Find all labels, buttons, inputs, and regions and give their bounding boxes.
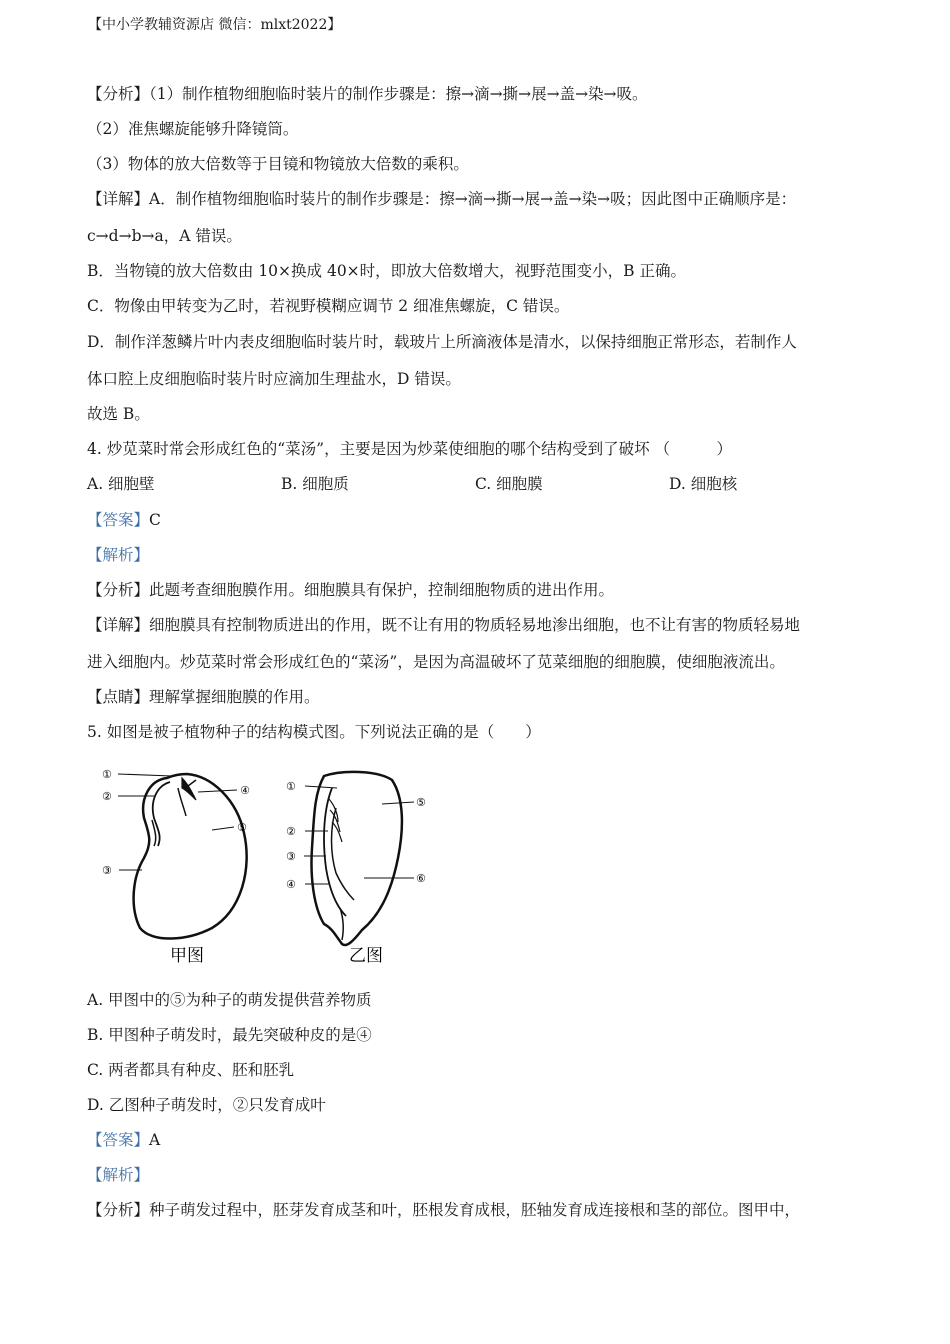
- question-5: 5. 如图是被子植物种子的结构模式图。下列说法正确的是（ ）: [87, 723, 541, 741]
- q4-answer: [87, 508, 161, 530]
- right-label-6: ⑥: [416, 872, 426, 885]
- corn-seed-drawing: [312, 772, 402, 945]
- q5-option-c: C. 两者都具有种皮、胚和胚乳: [87, 1061, 295, 1079]
- analysis-step-order: 【分析】（1）制作植物细胞临时装片的制作步骤是：擦→滴→撕→展→盖→染→吸。: [87, 85, 648, 103]
- q5-option-a: A. 甲图中的⑤为种子的萌发提供营养物质: [87, 991, 372, 1009]
- bean-seed-drawing: [134, 774, 247, 939]
- answer-value: A: [149, 1131, 161, 1149]
- q5-answer: [87, 1128, 160, 1150]
- q5-option-b: B. 甲图种子萌发时，最先突破种皮的是④: [87, 1026, 372, 1044]
- answer-label: 【答案】: [87, 1131, 150, 1149]
- detail-d-2: 体口腔上皮细胞临时装片时应滴加生理盐水，D 错误。: [87, 370, 461, 388]
- q4-option-c: C. 细胞膜: [475, 475, 543, 493]
- detail-b: B．当物镜的放大倍数由 10×换成 40×时，即放大倍数增大，视野范围变小，B 正确。: [87, 262, 686, 280]
- answer-label: 【答案】: [87, 511, 150, 529]
- left-label-5: ⑤: [237, 821, 247, 834]
- detail-a-2: c→d→b→a，A 错误。: [87, 227, 242, 245]
- analysis-magnification: （3）物体的放大倍数等于目镜和物镜放大倍数的乘积。: [87, 155, 469, 173]
- right-label-2: ②: [286, 825, 296, 838]
- analysis-focus-knob: （2）准焦螺旋能够升降镜筒。: [87, 120, 299, 138]
- q5-option-d: D. 乙图种子萌发时，②只发育成叶: [87, 1096, 326, 1114]
- right-caption: 乙图: [349, 946, 383, 966]
- q4-detail-2: 进入细胞内。炒苋菜时常会形成红色的“菜汤”，是因为高温破坏了苋菜细胞的细胞膜，使细胞液流出。: [87, 653, 785, 671]
- left-label-1: ①: [102, 768, 112, 781]
- page-header: 【中小学教辅资源店 微信：mlxt2022】: [88, 17, 342, 33]
- detail-a-1: 【详解】A．制作植物细胞临时装片的制作步骤是：擦→滴→撕→展→盖→染→吸；因此图中正确顺序是：: [87, 190, 797, 208]
- q4-option-a: A. 细胞壁: [87, 475, 155, 493]
- detail-d-1: D．制作洋葱鳞片叶内表皮细胞临时装片时，载玻片上所滴液体是清水，以保持细胞正常形态，若制作人: [87, 333, 797, 351]
- left-caption: 甲图: [170, 946, 204, 966]
- left-label-2: ②: [102, 790, 112, 803]
- q4-option-b: B. 细胞质: [281, 475, 349, 493]
- q4-tip: 【点睛】理解掌握细胞膜的作用。: [87, 688, 320, 706]
- left-label-3: ③: [102, 864, 112, 877]
- q5-analysis: 【分析】种子萌发过程中，胚芽发育成茎和叶，胚根发育成根，胚轴发育成连接根和茎的部位。图甲中，: [87, 1201, 801, 1219]
- seed-structure-figure: [92, 758, 442, 973]
- q5-explanation-label: 【解析】: [87, 1166, 150, 1184]
- right-label-1: ①: [286, 780, 296, 793]
- left-label-4: ④: [240, 784, 250, 797]
- q4-analysis: 【分析】此题考查细胞膜作用。细胞膜具有保护，控制细胞物质的进出作用。: [87, 581, 615, 599]
- right-label-3: ③: [286, 850, 296, 863]
- q4-explanation-label: 【解析】: [87, 546, 150, 564]
- q4-option-d: D. 细胞核: [669, 475, 738, 493]
- detail-c: C．物像由甲转变为乙时，若视野模糊应调节 2 细准焦螺旋，C 错误。: [87, 297, 570, 315]
- answer-value: C: [149, 511, 161, 529]
- conclusion: 故选 B。: [87, 405, 150, 423]
- right-label-4: ④: [286, 878, 296, 891]
- question-4: 4. 炒苋菜时常会形成红色的“菜汤”，主要是因为炒菜使细胞的哪个结构受到了破坏 （ ）: [87, 440, 732, 458]
- right-label-5: ⑤: [416, 796, 426, 809]
- q4-detail-1: 【详解】细胞膜具有控制物质进出的作用，既不让有用的物质轻易地渗出细胞，也不让有害的物质轻易地: [87, 616, 801, 634]
